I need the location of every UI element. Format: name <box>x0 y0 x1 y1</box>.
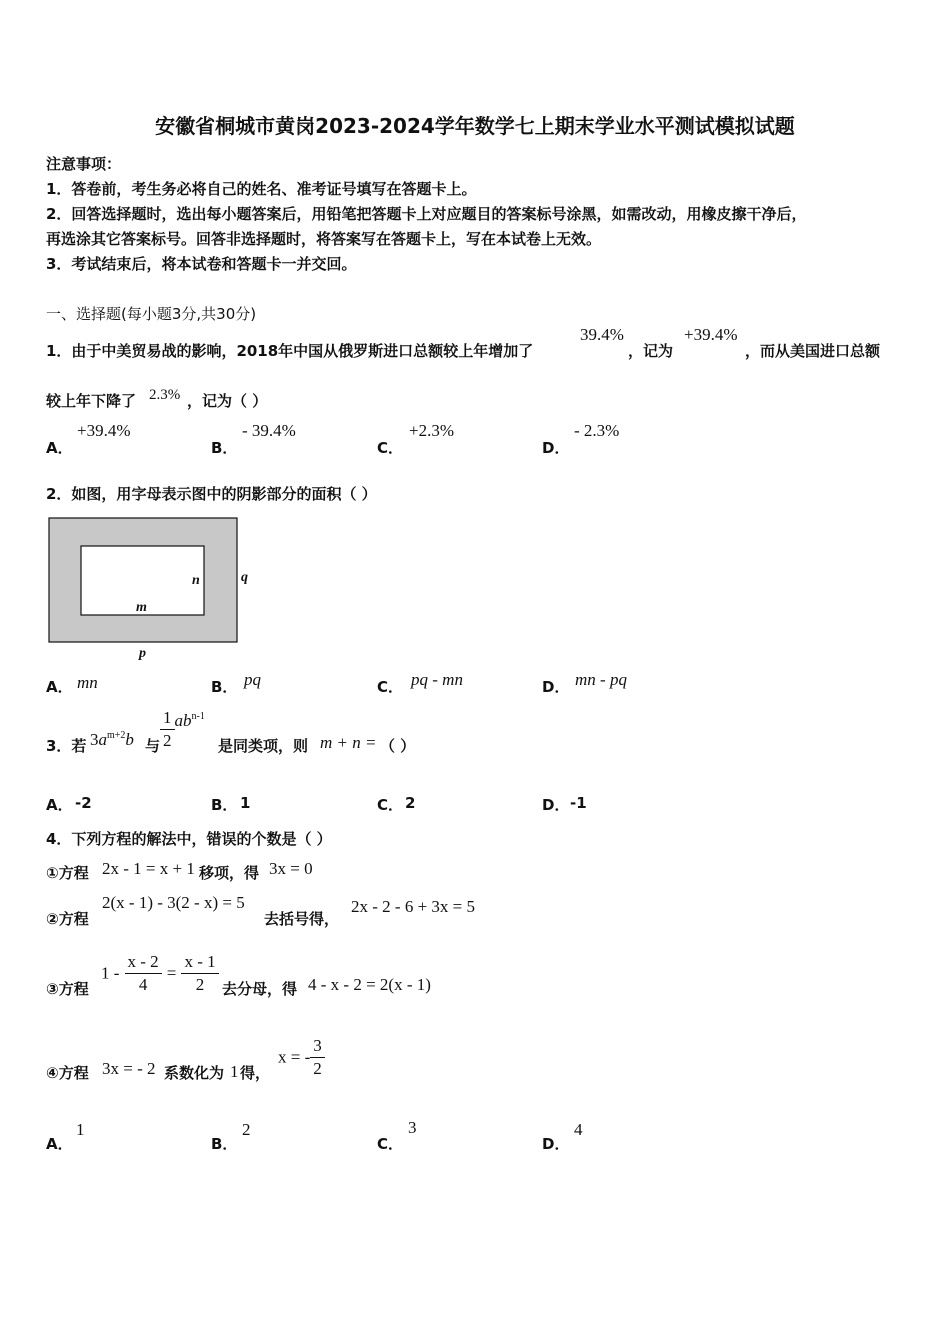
q3-option-a-label: A． <box>46 796 73 814</box>
q4-option-c-label: C． <box>377 1135 404 1153</box>
q1-option-b: - 39.4% <box>242 421 296 440</box>
q3-term-2 <box>160 707 205 752</box>
q3-term-1 <box>90 730 134 750</box>
q1-option-a-label: A． <box>46 439 73 457</box>
q4-s1-text: 移项，得 <box>199 864 260 882</box>
q1-text-4: 较上年下降了 <box>46 392 137 410</box>
q4-s4-text-2: 得， <box>240 1064 271 1082</box>
q2-text: 2．如图，用字母表示图中的阴影部分的面积（ ） <box>46 485 377 503</box>
q3-expression: m + n = <box>320 733 377 752</box>
q4-s3-f1-den: 4 <box>138 975 148 994</box>
q4-s2-text: 去括号得， <box>264 910 340 928</box>
q4-s3-pre: 1 - <box>101 963 120 983</box>
q1-option-c-label: C． <box>377 439 404 457</box>
q4-s1-result: 3x = 0 <box>269 859 313 878</box>
q3-text-4: （ ） <box>380 737 416 755</box>
notes-heading: 注意事项： <box>46 155 122 173</box>
q3-text-1: 3．若 <box>46 737 87 755</box>
q3-var-a: a <box>98 730 107 749</box>
q1-text-5: ，记为（ ） <box>187 392 268 410</box>
note-3: 3．考试结束后，将本试卷和答题卡一并交回。 <box>46 255 357 273</box>
q4-s1-prefix: ①方程 <box>46 864 89 882</box>
fig-label-n: n <box>192 573 200 588</box>
q4-s4-frac-num: 3 <box>310 1035 325 1058</box>
q1-option-c: +2.3% <box>409 421 454 440</box>
q4-s3-f2-num: x - 1 <box>181 951 218 974</box>
q4-option-a: 1 <box>76 1120 85 1139</box>
q4-option-b-label: B． <box>211 1135 238 1153</box>
q4-s3-equation <box>101 951 219 996</box>
q4-s3-eq-sign: = <box>166 963 177 983</box>
q2-option-c-label: C． <box>377 678 404 696</box>
q2-option-b-label: B． <box>211 678 238 696</box>
q4-s3-f2-den: 2 <box>195 975 205 994</box>
q1-option-d-label: D． <box>542 439 570 457</box>
note-1: 1．答卷前，考生务必将自己的姓名、准考证号填写在答题卡上。 <box>46 180 477 198</box>
q3-option-b-label: B． <box>211 796 238 814</box>
q4-s1-equation: 2x - 1 = x + 1 <box>102 859 195 878</box>
q3-var-ab: ab <box>174 711 192 730</box>
fig-label-q: q <box>241 570 248 585</box>
q4-s3-result: 4 - x - 2 = 2(x - 1) <box>308 975 431 994</box>
q4-option-d: 4 <box>574 1120 583 1139</box>
q3-exp-2: n-1 <box>191 711 205 722</box>
q2-option-d-label: D． <box>542 678 570 696</box>
q4-s4-result-lhs: x = - <box>278 1047 311 1067</box>
q2-option-c: pq - mn <box>411 670 463 689</box>
q2-option-d: mn - pq <box>575 670 627 689</box>
q1-text-1: 1．由于中美贸易战的影响，2018年中国从俄罗斯进口总额较上年增加了 <box>46 342 534 360</box>
q2-figure <box>46 514 266 666</box>
q2-option-a-label: A． <box>46 678 73 696</box>
q4-option-b: 2 <box>242 1120 251 1139</box>
q1-value-2: +39.4% <box>684 325 738 344</box>
note-2b: 再选涂其它答案标号。回答非选择题时，将答案写在答题卡上，写在本试卷上无效。 <box>46 230 602 248</box>
q4-s4-one: 1 <box>230 1062 239 1081</box>
q3-option-b: 1 <box>240 794 251 812</box>
q4-text: 4．下列方程的解法中，错误的个数是（ ） <box>46 830 332 848</box>
q2-option-b: pq <box>244 670 261 689</box>
q4-option-c: 3 <box>408 1118 417 1137</box>
q4-s4-prefix: ④方程 <box>46 1064 89 1082</box>
q3-option-d: -1 <box>570 794 587 812</box>
q1-text-2: ，记为 <box>628 342 674 360</box>
q1-option-d: - 2.3% <box>574 421 620 440</box>
q3-text-2: 与 <box>145 737 161 755</box>
fig-label-p: p <box>139 646 146 661</box>
q4-s2-prefix: ②方程 <box>46 910 89 928</box>
q3-frac-num: 1 <box>160 707 175 730</box>
q1-value-1: 39.4% <box>580 325 624 344</box>
section-heading: 一、选择题(每小题3分,共30分) <box>46 305 257 323</box>
q4-s3-frac-2 <box>181 951 218 996</box>
q1-option-a: +39.4% <box>77 421 131 440</box>
fig-label-m: m <box>136 600 147 615</box>
q4-s3-f1-num: x - 2 <box>125 951 162 974</box>
q4-s3-text: 去分母，得 <box>222 980 298 998</box>
q4-s4-frac <box>310 1035 325 1080</box>
q4-s3-frac-1 <box>125 951 162 996</box>
q1-option-b-label: B． <box>211 439 238 457</box>
q2-option-a: mn <box>77 673 98 692</box>
q4-s4-text: 系数化为 <box>164 1064 225 1082</box>
q4-option-a-label: A． <box>46 1135 73 1153</box>
note-2a: 2．回答选择题时，选出每小题答案后，用铅笔把答题卡上对应题目的答案标号涂黑，如需改动，用橡皮擦干净后， <box>46 205 807 223</box>
q3-text-3: 是同类项，则 <box>218 737 309 755</box>
q4-s2-result: 2x - 2 - 6 + 3x = 5 <box>351 897 475 916</box>
q1-text-3: ，而从美国进口总额 <box>745 342 881 360</box>
q3-option-c: 2 <box>405 794 416 812</box>
q1-value-3: 2.3% <box>149 387 181 403</box>
q3-option-c-label: C． <box>377 796 404 814</box>
q3-fraction <box>160 707 175 752</box>
page-title: 安徽省桐城市黄岗2023-2024学年数学七上期末学业水平测试模拟试题 <box>155 114 795 138</box>
q4-s4-result <box>278 1035 325 1080</box>
q4-s2-equation: 2(x - 1) - 3(2 - x) = 5 <box>102 893 245 912</box>
q3-var-b: b <box>125 730 134 749</box>
q4-option-d-label: D． <box>542 1135 570 1153</box>
q4-s3-prefix: ③方程 <box>46 980 89 998</box>
q3-option-a: -2 <box>75 794 92 812</box>
q3-exp-1: m+2 <box>107 730 126 741</box>
q3-coef: 3 <box>90 730 99 749</box>
q3-frac-den: 2 <box>163 731 172 750</box>
q3-option-d-label: D． <box>542 796 570 814</box>
q4-s4-frac-den: 2 <box>313 1059 322 1078</box>
q4-s4-equation: 3x = - 2 <box>102 1059 156 1078</box>
